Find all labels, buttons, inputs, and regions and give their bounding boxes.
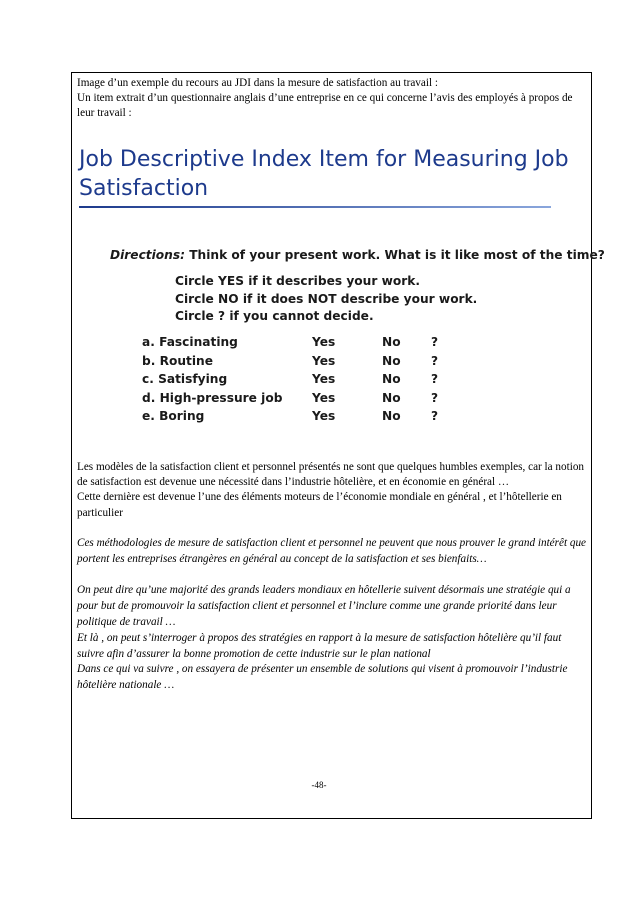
instruction-yes: Circle YES if it describes your work. bbox=[175, 274, 420, 288]
item-yes: Yes bbox=[312, 409, 336, 424]
item-yes: Yes bbox=[312, 335, 336, 349]
italic-paragraph-1: Ces méthodologies de mesure de satisfaction client et personnel ne peuvent que nous prouver le grand intérêt que portent les entreprises étrangères en général au concept de la satisfaction et ses bienfaits… bbox=[77, 537, 587, 565]
item-label: b. Routine bbox=[142, 353, 213, 368]
item-no: No bbox=[382, 409, 401, 424]
item-unsure: ? bbox=[431, 390, 439, 405]
item-no: No bbox=[382, 353, 401, 368]
item-no: No bbox=[382, 372, 401, 387]
body-paragraph-1: Les modèles de la satisfaction client et personnel présentés ne sont que quelques humbles exemples, car la notion de satisfaction est devenue une nécessité dans l’industrie hôtelière, et en économie en général … bbox=[77, 461, 585, 489]
item-no: No bbox=[382, 335, 401, 349]
page-number: -48- bbox=[311, 780, 327, 790]
item-yes: Yes bbox=[312, 372, 336, 387]
italic-paragraph-4: Dans ce qui va suivre , on essayera de présenter un ensemble de solutions qui visent à promouvoir l’industrie hôtelière nationale … bbox=[77, 663, 568, 692]
intro-text bbox=[77, 76, 589, 122]
item-no: No bbox=[382, 390, 401, 405]
jdi-instructions bbox=[175, 273, 477, 326]
body-paragraph-2: Cette dernière est devenue l’une des éléments moteurs de l’économie mondiale en général , et l’hôtellerie en particulier bbox=[77, 491, 562, 519]
instruction-no: Circle NO if it does NOT describe your work. bbox=[175, 291, 478, 306]
item-unsure: ? bbox=[431, 353, 439, 368]
body-text bbox=[77, 460, 589, 521]
italic-paragraph-3: Et là , on peut s’interroger à propos des stratégies en rapport à la mesure de satisfaction hôtelière qu’il faut suivre afin d’assurer la bonne promotion de cette industrie sur le plan national bbox=[77, 631, 562, 660]
item-yes: Yes bbox=[312, 390, 336, 405]
instruction-unsure: Circle ? if you cannot decide. bbox=[175, 309, 374, 323]
italic-section bbox=[77, 536, 591, 694]
item-unsure: ? bbox=[431, 372, 439, 387]
item-label: a. Fascinating bbox=[142, 335, 238, 349]
item-label: e. Boring bbox=[142, 409, 205, 424]
directions-text: Think of your present work. What is it like most of the time? bbox=[189, 248, 605, 262]
item-label: c. Satisfying bbox=[142, 372, 228, 387]
item-unsure: ? bbox=[431, 335, 439, 349]
intro-line-2: Un item extrait d’un questionnaire anglais d’une entreprise en ce qui concerne l’avis des employés à propos de leur travail : bbox=[77, 92, 573, 120]
jdi-title: Job Descriptive Index Item for Measuring Job Satisfaction bbox=[79, 145, 579, 208]
item-label: d. High-pressure job bbox=[142, 390, 283, 405]
italic-paragraph-2: On peut dire qu’une majorité des grands leaders mondiaux en hôtellerie suivent désormais une stratégie qui a pour but de promouvoir la satisfaction client et personnel et l’inclure comme une grande priorité dans leur politique de travail … bbox=[77, 584, 571, 628]
directions-label: Directions: bbox=[110, 248, 185, 262]
intro-line-1: Image d’un exemple du recours au JDI dans la mesure de satisfaction au travail : bbox=[77, 77, 438, 89]
item-unsure: ? bbox=[431, 409, 439, 424]
item-yes: Yes bbox=[312, 353, 336, 368]
paragraph-gap bbox=[77, 568, 591, 584]
jdi-directions bbox=[110, 248, 605, 262]
